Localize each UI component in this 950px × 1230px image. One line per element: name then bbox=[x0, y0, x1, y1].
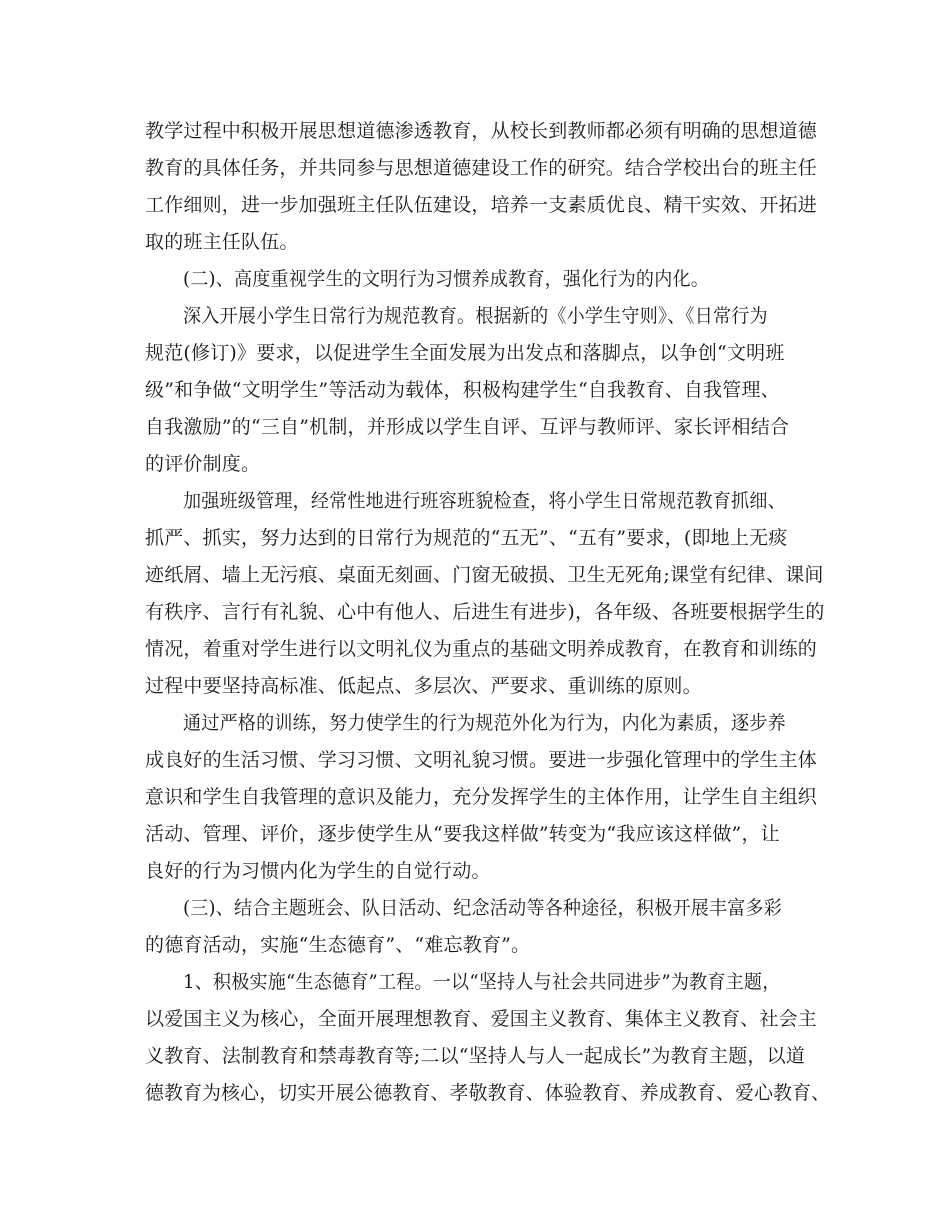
text-line: 情况，着重对学生进行以文明礼仪为重点的基础文明养成教育，在教育和训练的 bbox=[145, 638, 818, 660]
section-heading: (二)、高度重视学生的文明行为习惯养成教育，强化行为的内化。 bbox=[183, 268, 709, 290]
text-line: 教学过程中积极开展思想道德渗透教育，从校长到教师都必须有明确的思想道德 bbox=[145, 120, 818, 142]
text-line: 的评价制度。 bbox=[145, 453, 261, 475]
text-line: 级”和争做“文明学生”等活动为载体，积极构建学生“自我教育、自我管理、 bbox=[145, 379, 780, 401]
text-line: 取的班主任队伍。 bbox=[145, 231, 299, 253]
text-line: 的德育活动，实施“生态德育”、“难忘教育”。 bbox=[145, 934, 531, 956]
text-line: 加强班级管理，经常性地进行班容班貌检查，将小学生日常规范教育抓细、 bbox=[183, 490, 786, 512]
text-line: 自我激励”的“三自”机制，并形成以学生自评、互评与教师评、家长评相结合 bbox=[145, 416, 790, 438]
text-line: 过程中要坚持高标准、低起点、多层次、严要求、重训练的原则。 bbox=[145, 675, 702, 697]
text-line: 抓严、抓实，努力达到的日常行为规范的“五无”、“五有”要求，(即地上无痰 bbox=[145, 527, 788, 549]
text-line: 活动、管理、评价，逐步使学生从“要我这样做”转变为“我应该这样做”，让 bbox=[145, 823, 780, 845]
text-line: 以爱国主义为核心，全面开展理想教育、爱国主义教育、集体主义教育、社会主 bbox=[145, 1008, 818, 1030]
text-line: 良好的行为习惯内化为学生的自觉行动。 bbox=[145, 860, 491, 882]
text-line: 1、积极实施“生态德育”工程。一以“坚持人与社会共同进步”为教育主题， bbox=[183, 971, 781, 993]
text-line: 通过严格的训练，努力使学生的行为规范外化为行为，内化为素质，逐步养 bbox=[183, 712, 786, 734]
text-line: 义教育、法制教育和禁毒教育等;二以“坚持人与人一起成长”为教育主题，以道 bbox=[145, 1045, 806, 1067]
text-line: 深入开展小学生日常行为规范教育。根据新的《小学生守则》、《日常行为 bbox=[183, 305, 768, 327]
text-line: 迹纸屑、墙上无污痕、桌面无刻画、门窗无破损、卫生无死角;课堂有纪律、课间 bbox=[145, 564, 824, 586]
text-line: 工作细则，进一步加强班主任队伍建设，培养一支素质优良、精干实效、开拓进 bbox=[145, 194, 818, 216]
text-line: 成良好的生活习惯、学习习惯、文明礼貌习惯。要进一步强化管理中的学生主体 bbox=[145, 749, 818, 771]
text-line: 德教育为核心，切实开展公德教育、孝敬教育、体验教育、养成教育、爱心教育、 bbox=[145, 1082, 831, 1104]
text-line: 意识和学生自我管理的意识及能力，充分发挥学生的主体作用，让学生自主组织 bbox=[145, 786, 818, 808]
text-line: 规范(修订)》要求，以促进学生全面发展为出发点和落脚点，以争创“文明班 bbox=[145, 342, 785, 364]
text-line: 教育的具体任务，并共同参与思想道德建设工作的研究。结合学校出台的班主任 bbox=[145, 157, 818, 179]
text-line: 有秩序、言行有礼貌、心中有他人、后进生有进步)，各年级、各班要根据学生的 bbox=[145, 601, 825, 623]
section-heading: (三)、结合主题班会、队日活动、纪念活动等各种途径，积极开展丰富多彩 bbox=[183, 897, 783, 919]
